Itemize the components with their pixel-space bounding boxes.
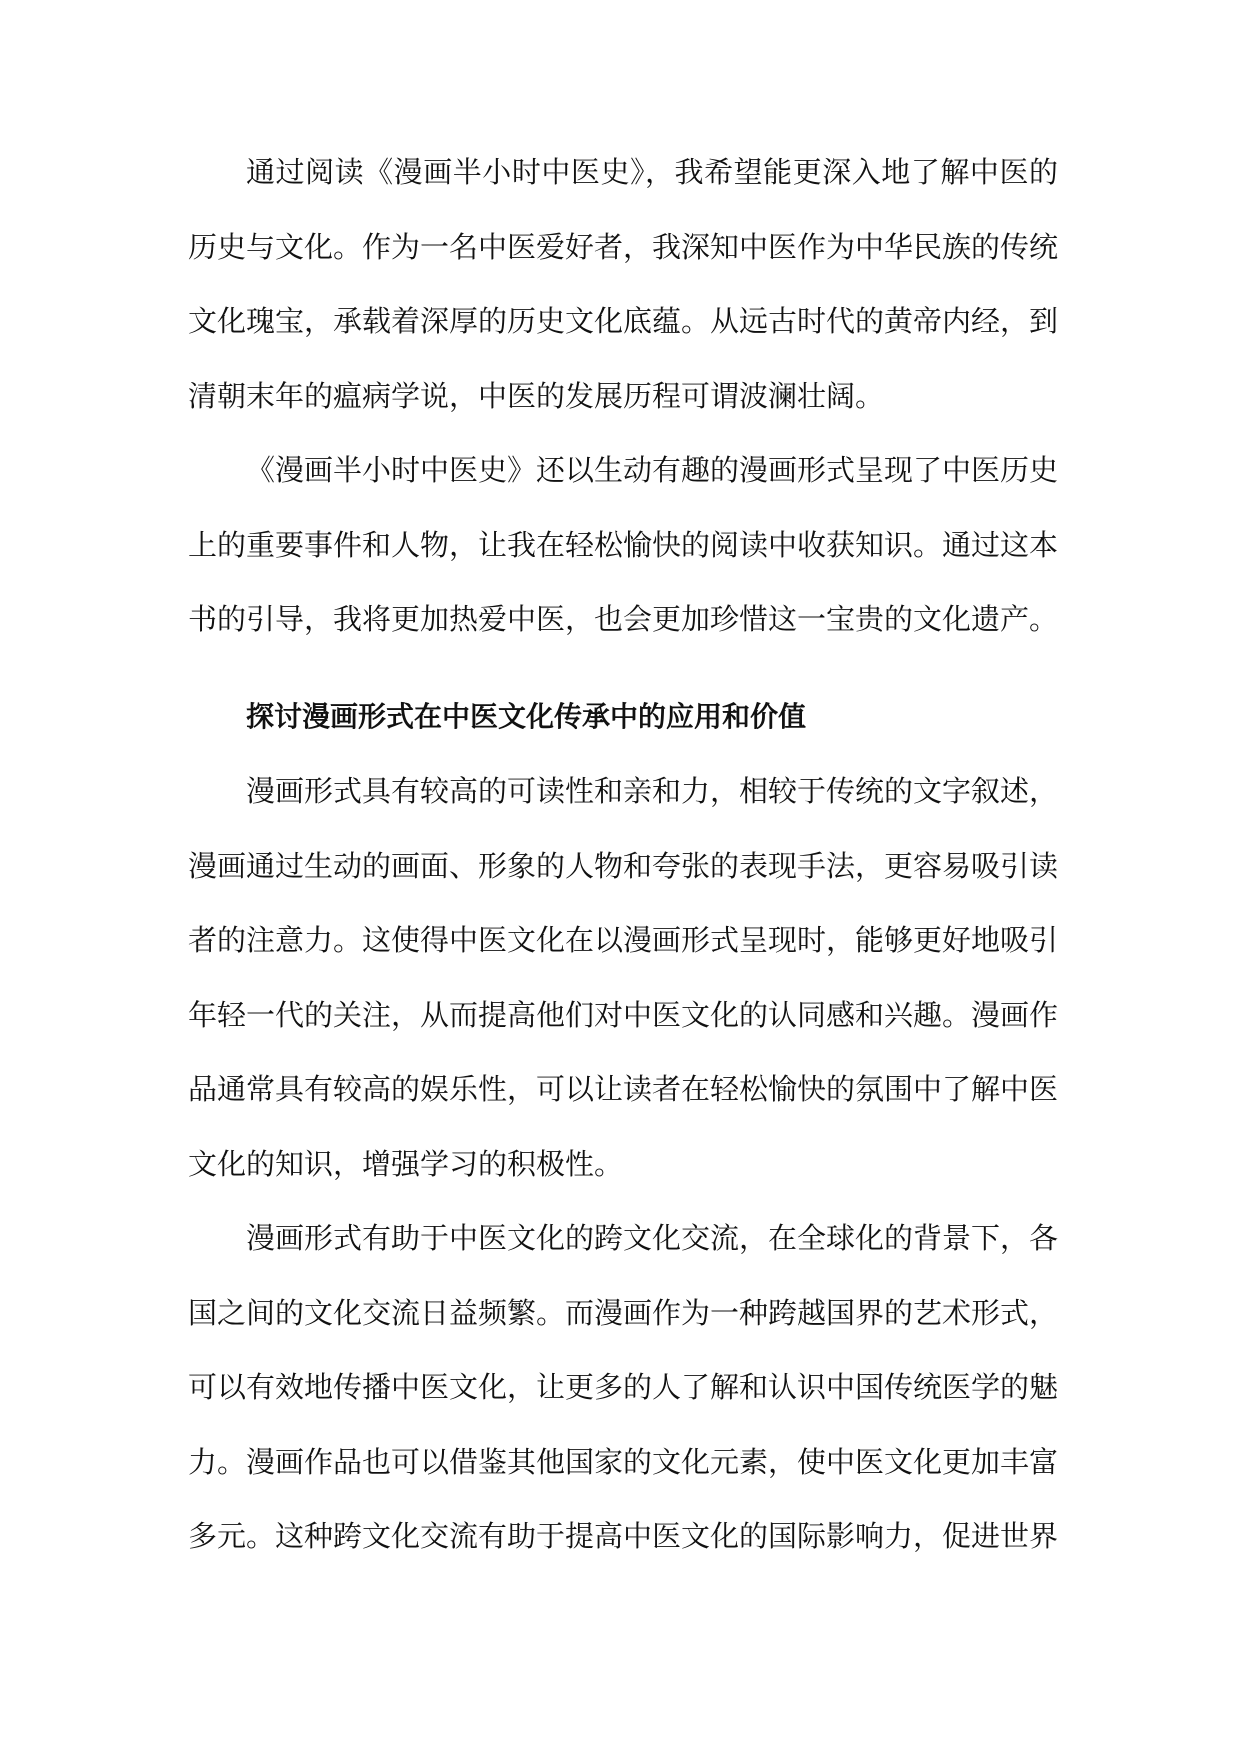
section-heading: 探讨漫画形式在中医文化传承中的应用和价值 bbox=[246, 699, 807, 733]
paragraph: 通过阅读《漫画半小时中医史》，我希望能更深入地了解中医的历史与文化。作为一名中医爱好者，我深知中医作为中华民族的传统文化瑰宝，承载着深厚的历史文化底蕴。从远古时代的黄帝内经，到清朝末年的瘟病学说，中医的发展历程可谓波澜壮阔。 bbox=[188, 155, 1059, 413]
paragraph: 《漫画半小时中医史》还以生动有趣的漫画形式呈现了中医历史上的重要事件和人物，让我在轻松愉快的阅读中收获知识。通过这本书的引导，我将更加热爱中医，也会更加珍惜这一宝贵的文化遗产。 bbox=[188, 453, 1059, 636]
document-body bbox=[188, 135, 1058, 1574]
paragraph: 漫画形式具有较高的可读性和亲和力，相较于传统的文字叙述，漫画通过生动的画面、形象的人物和夸张的表现手法，更容易吸引读者的注意力。这使得中医文化在以漫画形式呈现时，能够更好地吸引年轻一代的关注，从而提高他们对中医文化的认同感和兴趣。漫画作品通常具有较高的娱乐性，可以让读者在轻松愉快的氛围中了解中医文化的知识，增强学习的积极性。 bbox=[188, 774, 1059, 1181]
paragraph: 漫画形式有助于中医文化的跨文化交流，在全球化的背景下，各国之间的文化交流日益频繁。而漫画作为一种跨越国界的艺术形式，可以有效地传播中医文化，让更多的人了解和认识中国传统医学的魅力。漫画作品也可以借鉴其他国家的文化元素，使中医文化更加丰富多元。这种跨文化交流有助于提高中医文化的国际影响力，促进世界 bbox=[188, 1221, 1059, 1553]
